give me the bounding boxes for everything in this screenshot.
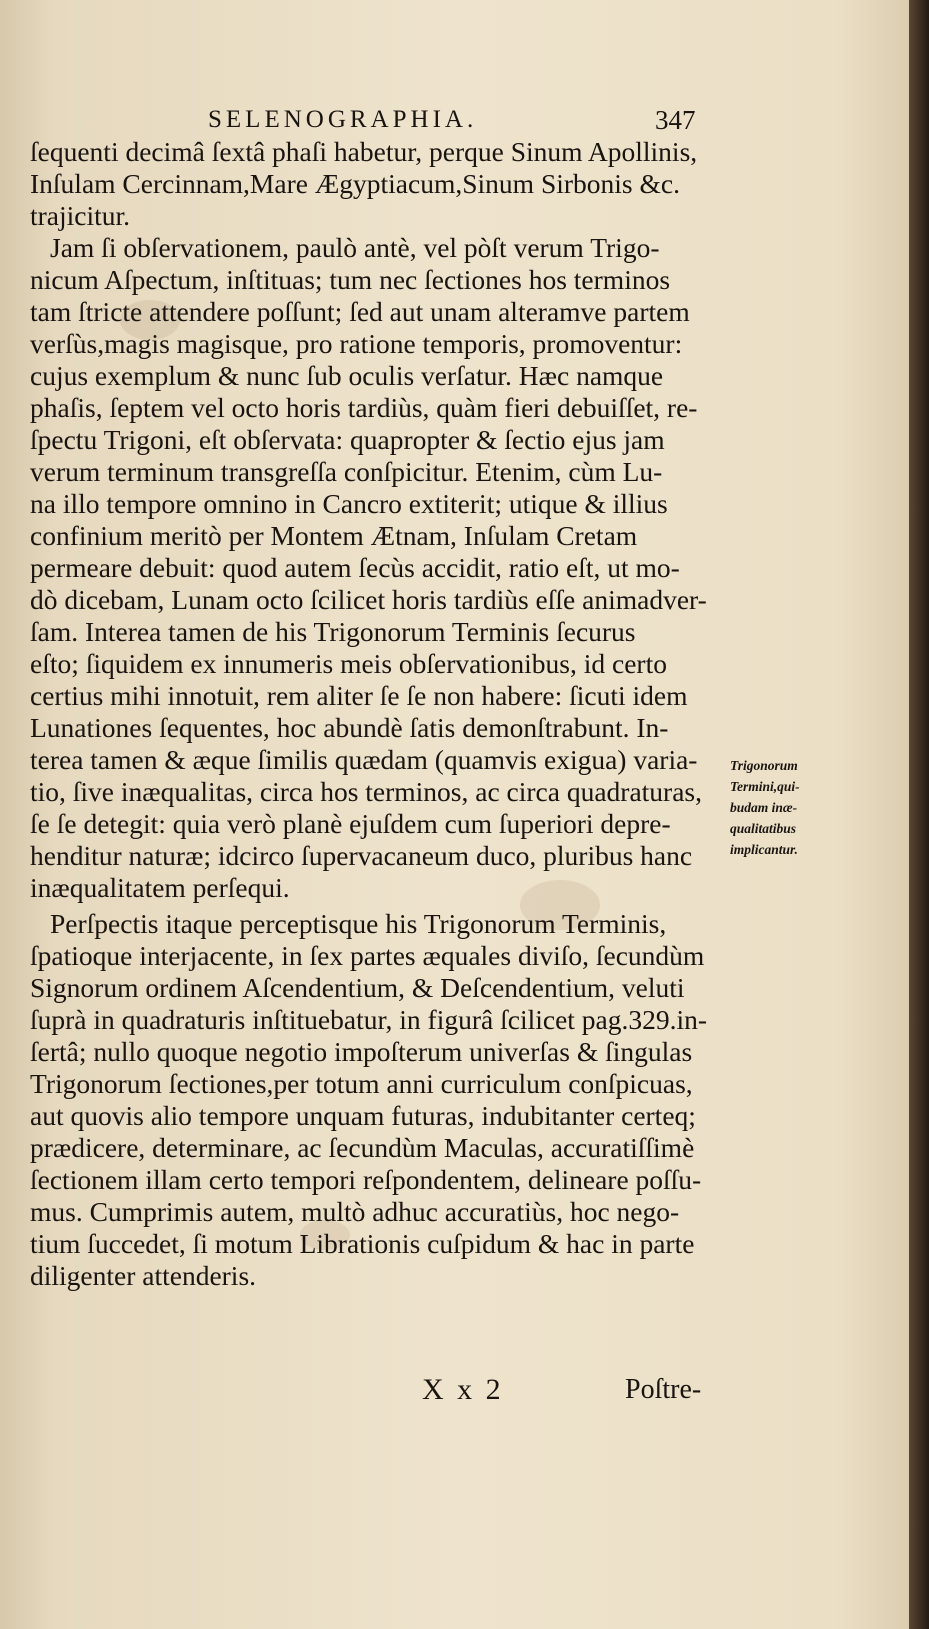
text-line: tam ſtricte attendere poſſunt; ſed aut unam alteramve partem	[30, 296, 690, 327]
text-line: tium ſuccedet, ſi motum Librationis cuſpidum & hac in parte	[30, 1228, 695, 1259]
text-line: aut quovis alio tempore unquam futuras, indubitanter certeq;	[30, 1100, 696, 1131]
body-text	[30, 136, 730, 1292]
running-head-title: SELENOGRAPHIA.	[208, 106, 478, 133]
running-head	[0, 102, 909, 138]
text-line: ſe ſe detegit: quia verò planè ejuſdem cum ſuperiori depre-	[30, 808, 671, 839]
text-line: Inſulam Cercinnam,Mare Ægyptiacum,Sinum Sirbonis &c.	[30, 168, 680, 199]
text-line: prædicere, determinare, ac ſecundùm Maculas, accuratiſſimè	[30, 1132, 695, 1163]
catchword: Poſtre-	[625, 1374, 702, 1405]
text-line: certius mihi innotuit, rem aliter ſe ſe non habere: ſicuti idem	[30, 680, 688, 711]
page-number: 347	[655, 105, 696, 135]
text-line: ſequenti decimâ ſextâ phaſi habetur, perque Sinum Apollinis,	[30, 136, 698, 167]
text-line: dò dicebam, Lunam octo ſcilicet horis tardiùs eſſe animadver-	[30, 584, 707, 615]
paragraph-start-line: Jam ſi obſervationem, paulò antè, vel pòſt verum Trigo-	[50, 232, 660, 263]
page-edge-shadow	[909, 0, 929, 1629]
signature-mark: X x 2	[422, 1373, 504, 1406]
text-line: ſectionem illam certo tempori reſpondentem, delineare poſſu-	[30, 1164, 702, 1195]
text-line: Trigonorum ſectiones,per totum anni curriculum conſpicuas,	[30, 1068, 693, 1099]
marginal-note-line: qualitatibus	[730, 821, 797, 836]
marginal-note-line: Termini,qui-	[730, 779, 800, 794]
marginal-note	[730, 755, 820, 860]
text-line: verſùs,magis magisque, pro ratione temporis, promoventur:	[30, 328, 683, 359]
text-line: nicum Aſpectum, inſtituas; tum nec ſectiones hos terminos	[30, 264, 671, 295]
text-line: ſertâ; nullo quoque negotio impoſterum univerſas & ſingulas	[30, 1036, 693, 1067]
text-line: Signorum ordinem Aſcendentium, & Deſcendentium, veluti	[30, 972, 685, 1003]
text-line: eſto; ſiquidem ex innumeris meis obſervationibus, id certo	[30, 648, 667, 679]
text-line: mus. Cumprimis autem, multò adhuc accuratiùs, hoc nego-	[30, 1196, 680, 1227]
text-line: trajicitur.	[30, 200, 131, 231]
text-line: terea tamen & æque ſimilis quædam (quamvis exigua) varia-	[30, 744, 698, 775]
marginal-note-line: Trigonorum	[730, 758, 798, 773]
text-line: phaſis, ſeptem vel octo horis tardiùs, quàm fieri debuiſſet, re-	[30, 392, 698, 423]
page-footer	[0, 1370, 909, 1410]
text-line: henditur naturæ; idcirco ſupervacaneum duco, pluribus hanc	[30, 840, 693, 871]
text-line: ſpectu Trigoni, eſt obſervata: quapropter & ſectio ejus jam	[30, 424, 665, 455]
text-line: Lunationes ſequentes, hoc abundè ſatis demonſtrabunt. In-	[30, 712, 669, 743]
text-line: diligenter attenderis.	[30, 1260, 257, 1291]
text-line: cujus exemplum & nunc ſub oculis verſatur. Hæc namque	[30, 360, 664, 391]
text-line: verum terminum transgreſſa conſpicitur. Etenim, cùm Lu-	[30, 456, 663, 487]
text-line: ſpatioque interjacente, in ſex partes æquales diviſo, ſecundùm	[30, 940, 705, 971]
text-line: tio, ſive inæqualitas, circa hos terminos, ac circa quadraturas,	[30, 776, 702, 807]
text-line: ſam. Interea tamen de his Trigonorum Terminis ſecurus	[30, 616, 636, 647]
text-line: permeare debuit: quod autem ſecùs accidit, ratio eſt, ut mo-	[30, 552, 680, 583]
text-line: na illo tempore omnino in Cancro extiterit; utique & illius	[30, 488, 668, 519]
text-line: confinium meritò per Montem Ætnam, Inſulam Cretam	[30, 520, 638, 551]
marginal-note-line: budam inæ-	[730, 800, 798, 815]
text-line: inæqualitatem perſequi.	[30, 872, 290, 903]
paragraph-start-line: Perſpectis itaque perceptisque his Trigonorum Terminis,	[50, 908, 667, 939]
text-line: ſuprà in quadraturis inſtituebatur, in figurâ ſcilicet pag.329.in-	[30, 1004, 708, 1035]
marginal-note-line: implicantur.	[730, 842, 798, 857]
